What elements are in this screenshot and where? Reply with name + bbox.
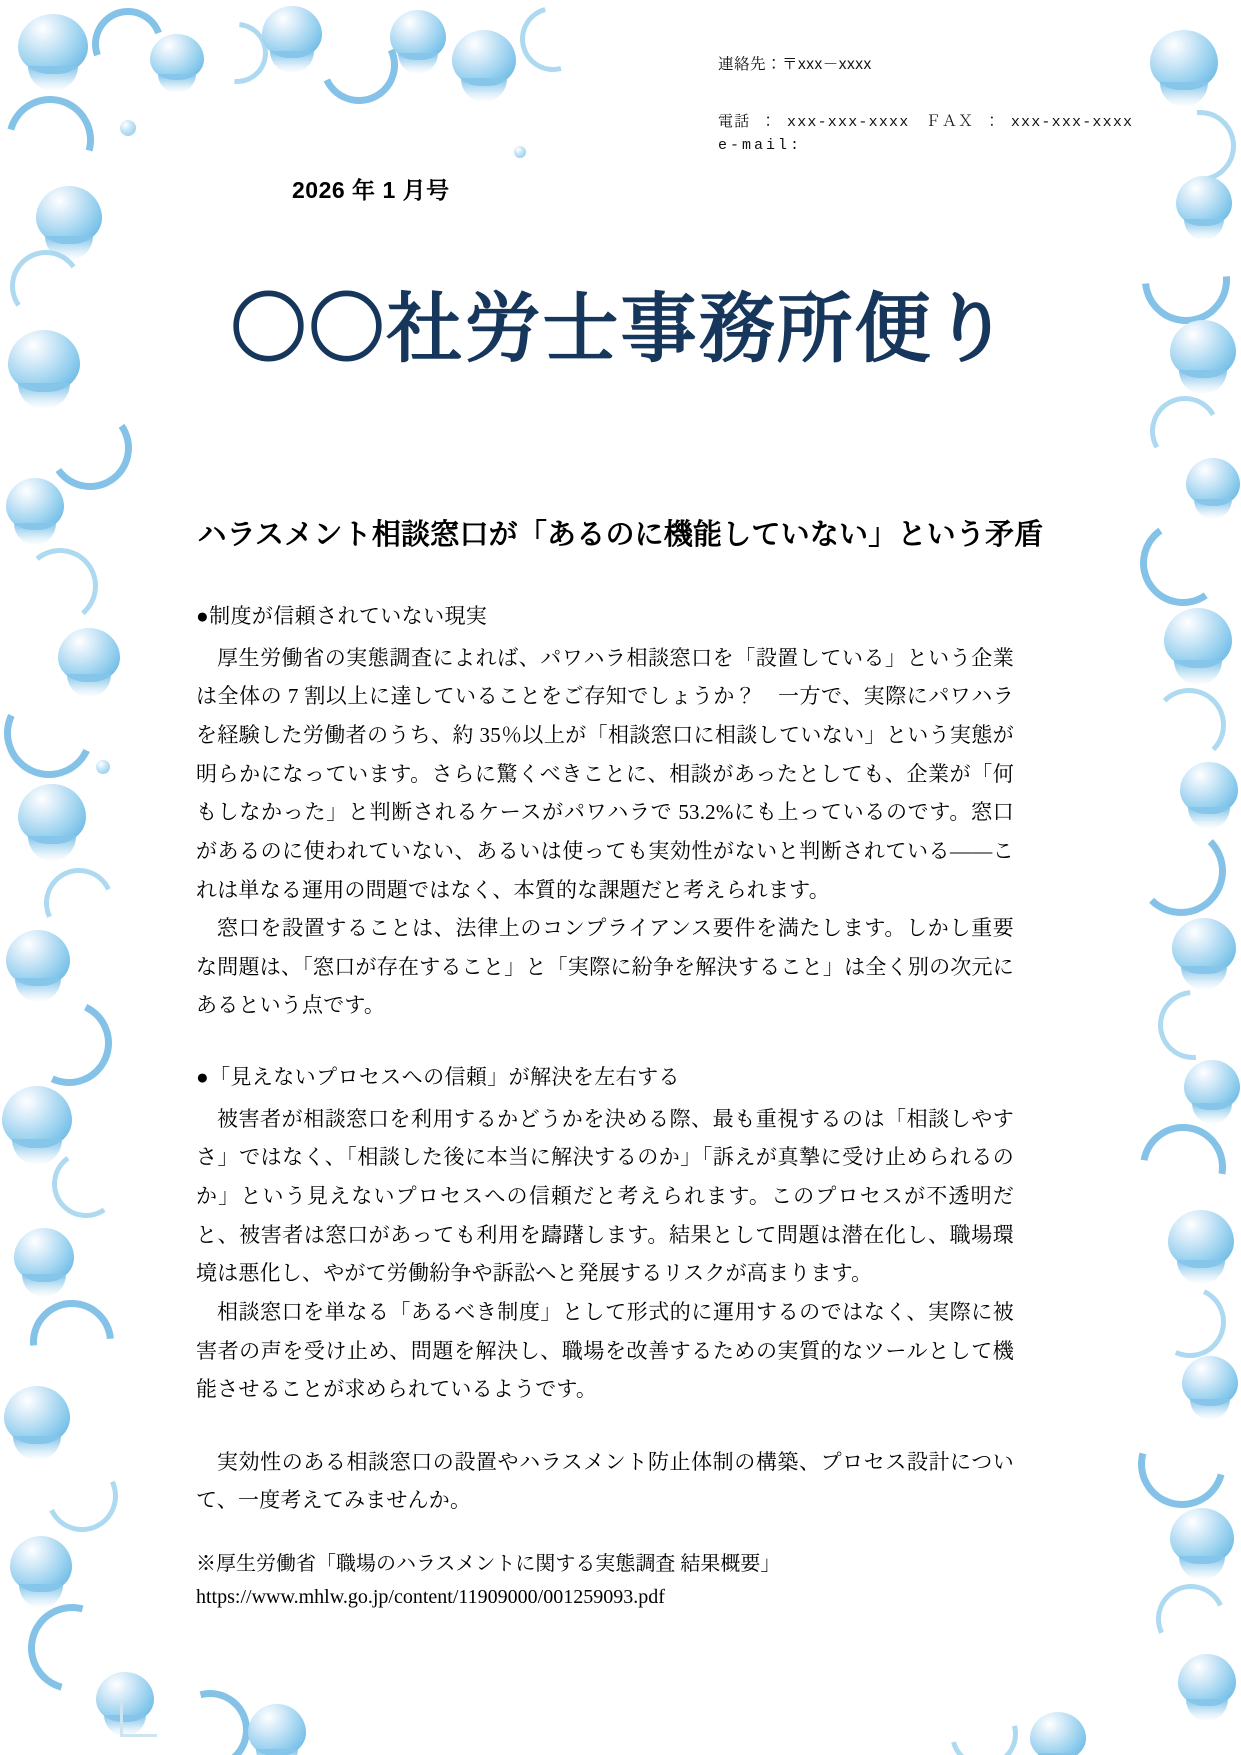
swirl-decor: [1149, 95, 1241, 196]
section-heading-1: ●制度が信頼されていない現実: [196, 604, 488, 628]
bell-flower-decor: [1030, 1712, 1086, 1755]
swirl-decor: [1122, 1404, 1241, 1524]
bell-flower-decor: [18, 784, 86, 844]
swirl-decor: [155, 1675, 264, 1755]
bell-flower-decor: [36, 186, 102, 244]
swirl-decor: [1136, 826, 1226, 916]
swirl-decor: [1144, 976, 1241, 1075]
section1-paragraph-2: 窓口を設置することは、法律上のコンプライアンス要件を満たします。しかし重要な問題は、「窓口が存在すること」と「実際に紛争を解決すること」は全く別の次元にあるという点です。: [196, 916, 1014, 1018]
swirl-decor: [1152, 688, 1226, 762]
bell-flower-decor: [4, 1386, 70, 1444]
swirl-decor: [34, 858, 124, 948]
section-heading-2: ●「見えないプロセスへの信頼」が解決を左右する: [196, 1065, 680, 1089]
swirl-decor: [0, 80, 110, 200]
contact-phone-fax-line: 電話 ： xxx-xxx-xxxx ＦＡＸ ： xxx-xxx-xxxx: [718, 114, 1134, 131]
swirl-decor: [1142, 388, 1228, 474]
closing-spacer: [196, 1409, 1014, 1443]
contact-address-line: 連絡先：〒xxx－xxxx: [718, 56, 872, 73]
bell-flower-decor: [1178, 1654, 1236, 1706]
bell-flower-decor: [1170, 1508, 1234, 1564]
swirl-decor: [1144, 1276, 1236, 1368]
swirl-decor: [193, 9, 280, 96]
bell-flower-decor: [58, 628, 120, 682]
bell-flower-decor: [1164, 608, 1232, 668]
swirl-decor: [1123, 1107, 1241, 1227]
bell-flower-decor: [1184, 1060, 1240, 1110]
bell-flower-decor: [18, 14, 88, 74]
bell-flower-decor: [1172, 918, 1236, 974]
bell-flower-decor: [452, 30, 516, 86]
bell-flower-decor: [150, 34, 204, 80]
bell-flower-decor: [1186, 458, 1240, 506]
dot-decor: [120, 120, 136, 136]
swirl-decor: [36, 1450, 128, 1542]
swirl-decor: [80, 0, 176, 92]
section2-paragraph-1: 被害者が相談窓口を利用するかどうかを決める際、最も重視するのは「相談しやすさ」ではなく、「相談した後に本当に解決するのか」「訴えが真摯に受け止められるのか」という見えないプロセスへの信頼だと考えられます。このプロセスが不透明だと、被害者は窓口があっても利用を躊躇します。結果として問題は潜在化し、職場環境は悪化し、やがて労働紛争や訴訟へと発展するリスクが高まります。: [196, 1106, 1014, 1286]
bell-flower-decor: [10, 1536, 72, 1592]
section-spacer: [196, 1025, 1014, 1059]
swirl-decor: [14, 988, 124, 1098]
corner-mark-decor: [120, 1700, 157, 1737]
contact-info-block: [718, 52, 1138, 154]
article-title: ハラスメント相談窓口が「あるのに機能していない」という矛盾: [197, 519, 1044, 551]
bell-flower-decor: [390, 10, 446, 60]
bell-flower-decor: [14, 1228, 74, 1282]
bell-flower-decor: [1176, 176, 1232, 226]
bell-flower-decor: [1182, 1356, 1238, 1406]
article-body: [196, 598, 1014, 1614]
swirl-decor: [12, 1588, 132, 1708]
dot-decor: [96, 760, 110, 774]
swirl-decor: [508, 0, 598, 84]
bell-flower-decor: [1150, 30, 1218, 90]
bell-flower-decor: [96, 1672, 154, 1722]
bell-flower-decor: [248, 1704, 306, 1755]
swirl-decor: [1146, 1574, 1236, 1664]
bell-flower-decor: [1180, 762, 1238, 814]
issue-date-label: 2026 年 1 月号: [292, 177, 450, 203]
swirl-decor: [41, 399, 138, 496]
swirl-decor: [13, 1283, 131, 1401]
swirl-decor: [0, 675, 107, 790]
swirl-decor: [19, 545, 101, 627]
swirl-decor: [47, 1145, 126, 1224]
bell-flower-decor: [262, 6, 322, 58]
bell-flower-decor: [6, 930, 70, 986]
source-url[interactable]: https://www.mhlw.go.jp/content/11909000/001259093.pdf: [196, 1586, 665, 1608]
section2-paragraph-2: 相談窓口を単なる「あるべき制度」として形式的に運用するのではなく、実際に被害者の声を受け止め、問題を解決し、職場を改善するための実質的なツールとして機能させることが求められているようです。: [196, 1299, 1014, 1402]
swirl-decor: [309, 15, 409, 115]
contact-email-line: e-mail:: [718, 137, 803, 154]
source-note: ※厚生労働省「職場のハラスメントに関する実態調査 結果概要」: [196, 1553, 781, 1575]
section1-paragraph-1: 厚生労働省の実態調査によれば、パワハラ相談窓口を「設置している」という企業は全体の 7 割以上に達していることをご存知でしょうか？ 一方で、実際にパワハラを経験した労働者のうち、約 35％以上が「相談窓口に相談していない」という実態が明らかになっています。さらに驚くべきことに、相談があったとしても、企業が「何もしなかった」と判断されるケースがパワハラで 53.2%にも上っているのです。窓口があるのに使われていない、あるいは使っても実効性がないと判断されている——これは単なる運用の問題ではなく、本質的な課題だと考えられます。: [196, 645, 1014, 902]
closing-paragraph: 実効性のある相談窓口の設置やハラスメント防止体制の構築、プロセス設計について、一度考えてみませんか。: [196, 1449, 1014, 1513]
source-spacer: [196, 1520, 1014, 1548]
swirl-decor: [938, 1688, 1031, 1755]
masthead-title: 〇〇社労士事務所便り: [230, 288, 1011, 372]
dot-decor: [514, 146, 526, 158]
bell-flower-decor: [1168, 1210, 1234, 1268]
bell-flower-decor: [2, 1086, 72, 1148]
